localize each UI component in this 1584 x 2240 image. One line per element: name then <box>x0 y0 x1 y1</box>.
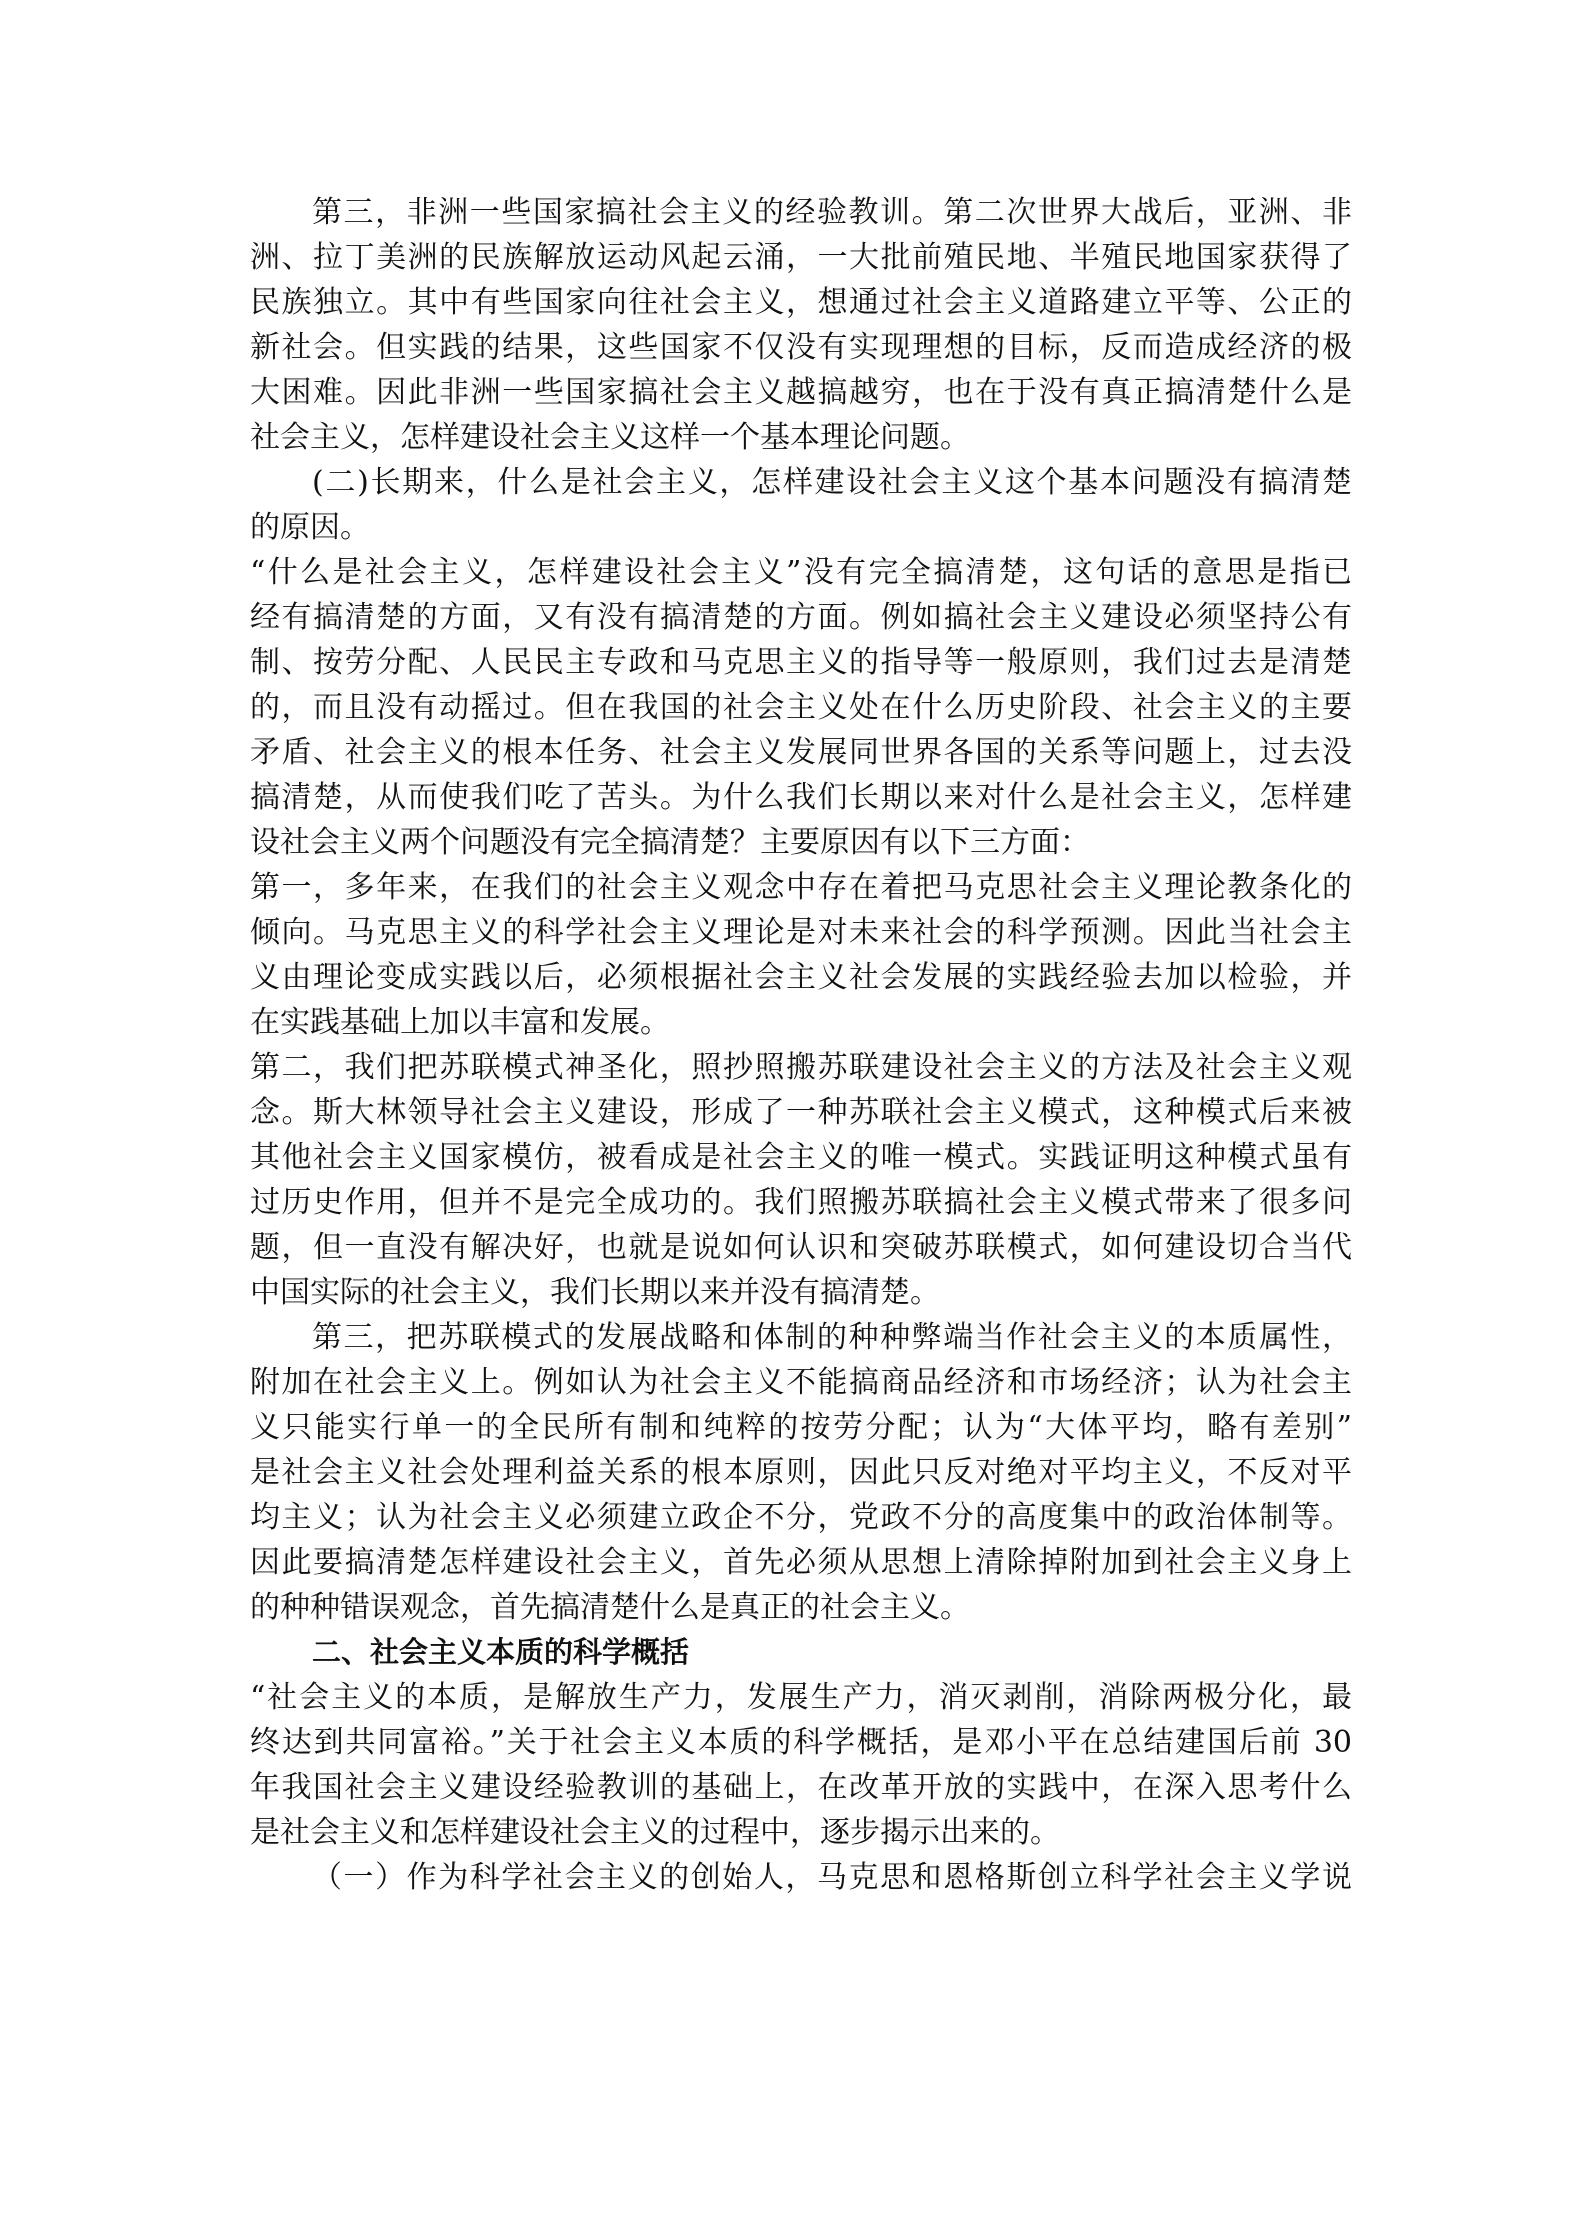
text-line: 的种种错误观念，首先搞清楚什么是真正的社会主义。 <box>250 1590 970 1625</box>
text-line: 因此要搞清楚怎样建设社会主义，首先必须从思想上清除掉附加到社会主义身上 <box>250 1545 1352 1580</box>
section-heading-line: (二)长期来，什么是社会主义，怎样建设社会主义这个基本问题没有搞清楚 <box>312 465 1352 500</box>
text-line: 念。斯大林领导社会主义建设，形成了一种苏联社会主义模式，这种模式后来被 <box>250 1095 1352 1130</box>
text-line: 社会主义，怎样建设社会主义这样一个基本理论问题。 <box>250 420 970 455</box>
text-line: 民族独立。其中有些国家向往社会主义，想通过社会主义道路建立平等、公正的 <box>250 285 1352 320</box>
text-line: 年我国社会主义建设经验教训的基础上，在改革开放的实践中，在深入思考什么 <box>250 1770 1352 1805</box>
text-line: 第三，把苏联模式的发展战略和体制的种种弊端当作社会主义的本质属性， <box>312 1320 1352 1355</box>
text-line: （一）作为科学社会主义的创始人，马克思和恩格斯创立科学社会主义学说 <box>312 1860 1352 1895</box>
text-line: 终达到共同富裕。”关于社会主义本质的科学概括，是邓小平在总结建国后前 30 <box>250 1725 1352 1760</box>
text-line: 义由理论变成实践以后，必须根据社会主义社会发展的实践经验去加以检验，并 <box>250 960 1352 995</box>
text-line: 矛盾、社会主义的根本任务、社会主义发展同世界各国的关系等问题上，过去没 <box>250 735 1352 770</box>
text-line: 第一，多年来，在我们的社会主义观念中存在着把马克思社会主义理论教条化的 <box>250 870 1352 905</box>
text-line: 设社会主义两个问题没有完全搞清楚？主要原因有以下三方面： <box>250 825 1090 860</box>
text-line: 大困难。因此非洲一些国家搞社会主义越搞越穷，也在于没有真正搞清楚什么是 <box>250 375 1352 410</box>
text-line: 过历史作用，但并不是完全成功的。我们照搬苏联搞社会主义模式带来了很多问 <box>250 1185 1352 1220</box>
text-line: 制、按劳分配、人民民主专政和马克思主义的指导等一般原则，我们过去是清楚 <box>250 645 1352 680</box>
text-line: “什么是社会主义，怎样建设社会主义”没有完全搞清楚，这句话的意思是指已 <box>250 555 1352 590</box>
document-page <box>250 190 1352 1900</box>
text-line: 附加在社会主义上。例如认为社会主义不能搞商品经济和市场经济；认为社会主 <box>250 1365 1352 1400</box>
text-line: 新社会。但实践的结果，这些国家不仅没有实现理想的目标，反而造成经济的极 <box>250 330 1352 365</box>
text-line: 第三，非洲一些国家搞社会主义的经验教训。第二次世界大战后，亚洲、非 <box>312 195 1352 230</box>
text-line: 在实践基础上加以丰富和发展。 <box>250 1005 670 1040</box>
text-line: 第二，我们把苏联模式神圣化，照抄照搬苏联建设社会主义的方法及社会主义观 <box>250 1050 1352 1085</box>
text-line: 经有搞清楚的方面，又有没有搞清楚的方面。例如搞社会主义建设必须坚持公有 <box>250 600 1352 635</box>
text-line: 倾向。马克思主义的科学社会主义理论是对未来社会的科学预测。因此当社会主 <box>250 915 1352 950</box>
text-line: 的原因。 <box>250 510 370 545</box>
section-heading: 二、社会主义本质的科学概括 <box>312 1635 690 1669</box>
text-line: 均主义；认为社会主义必须建立政企不分，党政不分的高度集中的政治体制等。 <box>250 1500 1352 1535</box>
text-line: “社会主义的本质，是解放生产力，发展生产力，消灭剥削，消除两极分化，最 <box>250 1680 1352 1715</box>
text-line: 搞清楚，从而使我们吃了苦头。为什么我们长期以来对什么是社会主义，怎样建 <box>250 780 1352 815</box>
text-line: 义只能实行单一的全民所有制和纯粹的按劳分配；认为“大体平均，略有差别” <box>250 1410 1352 1445</box>
text-line: 是社会主义社会处理利益关系的根本原则，因此只反对绝对平均主义，不反对平 <box>250 1455 1352 1490</box>
text-line: 的，而且没有动摇过。但在我国的社会主义处在什么历史阶段、社会主义的主要 <box>250 690 1352 725</box>
text-line: 是社会主义和怎样建设社会主义的过程中，逐步揭示出来的。 <box>250 1815 1060 1850</box>
text-line: 中国实际的社会主义，我们长期以来并没有搞清楚。 <box>250 1275 940 1310</box>
text-line: 洲、拉丁美洲的民族解放运动风起云涌，一大批前殖民地、半殖民地国家获得了 <box>250 240 1352 275</box>
text-line: 其他社会主义国家模仿，被看成是社会主义的唯一模式。实践证明这种模式虽有 <box>250 1140 1352 1175</box>
text-line: 题，但一直没有解决好，也就是说如何认识和突破苏联模式，如何建设切合当代 <box>250 1230 1352 1265</box>
